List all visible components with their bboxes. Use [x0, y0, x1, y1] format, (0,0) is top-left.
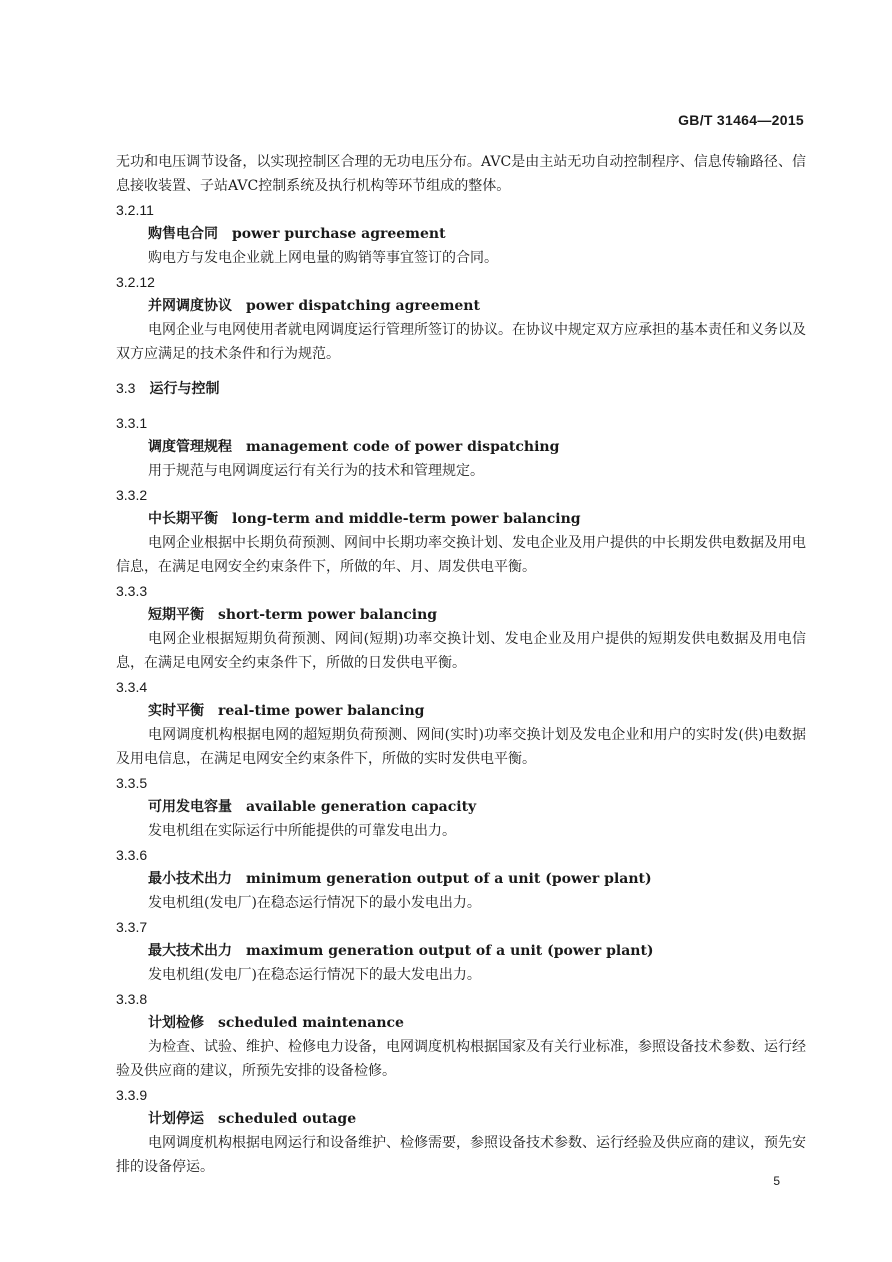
term-zh: 调度管理规程 — [148, 439, 232, 455]
term-en: short-term power balancing — [218, 607, 438, 623]
term-en: power purchase agreement — [232, 226, 446, 242]
term-heading — [116, 795, 806, 819]
term-zh: 实时平衡 — [148, 703, 204, 719]
term-definition: 电网调度机构根据电网的超短期负荷预测、网间(实时)功率交换计划及发电企业和用户的实时发(供)电数据及用电信息，在满足电网安全约束条件下，所做的实时发供电平衡。 — [116, 727, 806, 767]
intro-paragraph: 无功和电压调节设备，以实现控制区合理的无功电压分布。AVC是由主站无功自动控制程序、信息传输路径、信息接收装置、子站AVC控制系统及执行机构等环节组成的整体。 — [116, 154, 806, 194]
term-en: management code of power dispatching — [246, 439, 560, 455]
term-en: maximum generation output of a unit (power plant) — [246, 943, 654, 959]
term-zh: 最大技术出力 — [148, 943, 232, 959]
term-entry — [116, 987, 806, 1083]
clause-number: 3.2.12 — [116, 274, 155, 290]
clause-number: 3.3.6 — [116, 847, 148, 863]
term-zh: 最小技术出力 — [148, 871, 232, 887]
term-entry — [116, 483, 806, 579]
clause-number: 3.3.9 — [116, 1087, 148, 1103]
term-entry — [116, 1083, 806, 1179]
term-heading — [116, 222, 806, 246]
page-content — [116, 150, 806, 1179]
term-definition: 发电机组(发电厂)在稳态运行情况下的最小发电出力。 — [148, 895, 481, 911]
term-en: available generation capacity — [246, 799, 477, 815]
term-definition: 用于规范与电网调度运行有关行为的技术和管理规定。 — [148, 463, 484, 479]
term-heading — [116, 435, 806, 459]
clause-number: 3.3.2 — [116, 487, 148, 503]
term-en: scheduled maintenance — [218, 1015, 404, 1031]
term-heading — [116, 1011, 806, 1035]
term-en: scheduled outage — [218, 1111, 357, 1127]
term-heading — [116, 867, 806, 891]
term-definition: 电网企业根据中长期负荷预测、网间中长期功率交换计划、发电企业及用户提供的中长期发供电数据及用电信息，在满足电网安全约束条件下，所做的年、月、周发供电平衡。 — [116, 535, 806, 575]
term-heading — [116, 294, 806, 318]
term-heading — [116, 603, 806, 627]
clause-number: 3.3.8 — [116, 991, 148, 1007]
term-zh: 购售电合同 — [148, 226, 218, 242]
term-entry — [116, 411, 806, 483]
term-entry — [116, 675, 806, 771]
term-definition: 电网调度机构根据电网运行和设备维护、检修需要，参照设备技术参数、运行经验及供应商的建议，预先安排的设备停运。 — [116, 1135, 806, 1175]
term-definition: 发电机组在实际运行中所能提供的可靠发电出力。 — [148, 823, 456, 839]
term-entry — [116, 915, 806, 987]
section-heading — [116, 376, 806, 401]
term-entry — [116, 843, 806, 915]
section-number: 3.3 — [116, 380, 136, 396]
term-en: long-term and middle-term power balancing — [232, 511, 581, 527]
term-zh: 并网调度协议 — [148, 298, 232, 314]
section-title: 运行与控制 — [149, 381, 220, 397]
term-zh: 计划检修 — [148, 1015, 204, 1031]
clause-number: 3.3.7 — [116, 919, 148, 935]
term-definition: 发电机组(发电厂)在稳态运行情况下的最大发电出力。 — [148, 967, 481, 983]
standard-code-header: GB/T 31464—2015 — [678, 112, 804, 128]
term-entry — [116, 771, 806, 843]
term-en: minimum generation output of a unit (power plant) — [246, 871, 652, 887]
term-definition: 电网企业与电网使用者就电网调度运行管理所签订的协议。在协议中规定双方应承担的基本责任和义务以及双方应满足的技术条件和行为规范。 — [116, 322, 806, 362]
term-en: power dispatching agreement — [246, 298, 480, 314]
clause-number: 3.2.11 — [116, 202, 154, 218]
clause-number: 3.3.1 — [116, 415, 148, 431]
clause-number: 3.3.5 — [116, 775, 148, 791]
term-zh: 可用发电容量 — [148, 799, 232, 815]
term-heading — [116, 939, 806, 963]
term-entry — [116, 270, 806, 366]
term-entry — [116, 198, 806, 270]
clause-number: 3.3.4 — [116, 679, 148, 695]
term-en: real-time power balancing — [218, 703, 425, 719]
term-heading — [116, 507, 806, 531]
clause-number: 3.3.3 — [116, 583, 148, 599]
term-definition: 为检查、试验、维护、检修电力设备，电网调度机构根据国家及有关行业标准，参照设备技术参数、运行经验及供应商的建议，所预先安排的设备检修。 — [116, 1039, 806, 1079]
term-heading — [116, 699, 806, 723]
term-entry — [116, 579, 806, 675]
term-definition: 购电方与发电企业就上网电量的购销等事宜签订的合同。 — [148, 250, 498, 266]
page-number: 5 — [773, 1174, 780, 1188]
term-zh: 短期平衡 — [148, 607, 204, 623]
term-heading — [116, 1107, 806, 1131]
term-definition: 电网企业根据短期负荷预测、网间(短期)功率交换计划、发电企业及用户提供的短期发供电数据及用电信息，在满足电网安全约束条件下，所做的日发供电平衡。 — [116, 631, 806, 671]
term-zh: 中长期平衡 — [148, 511, 218, 527]
term-zh: 计划停运 — [148, 1111, 204, 1127]
